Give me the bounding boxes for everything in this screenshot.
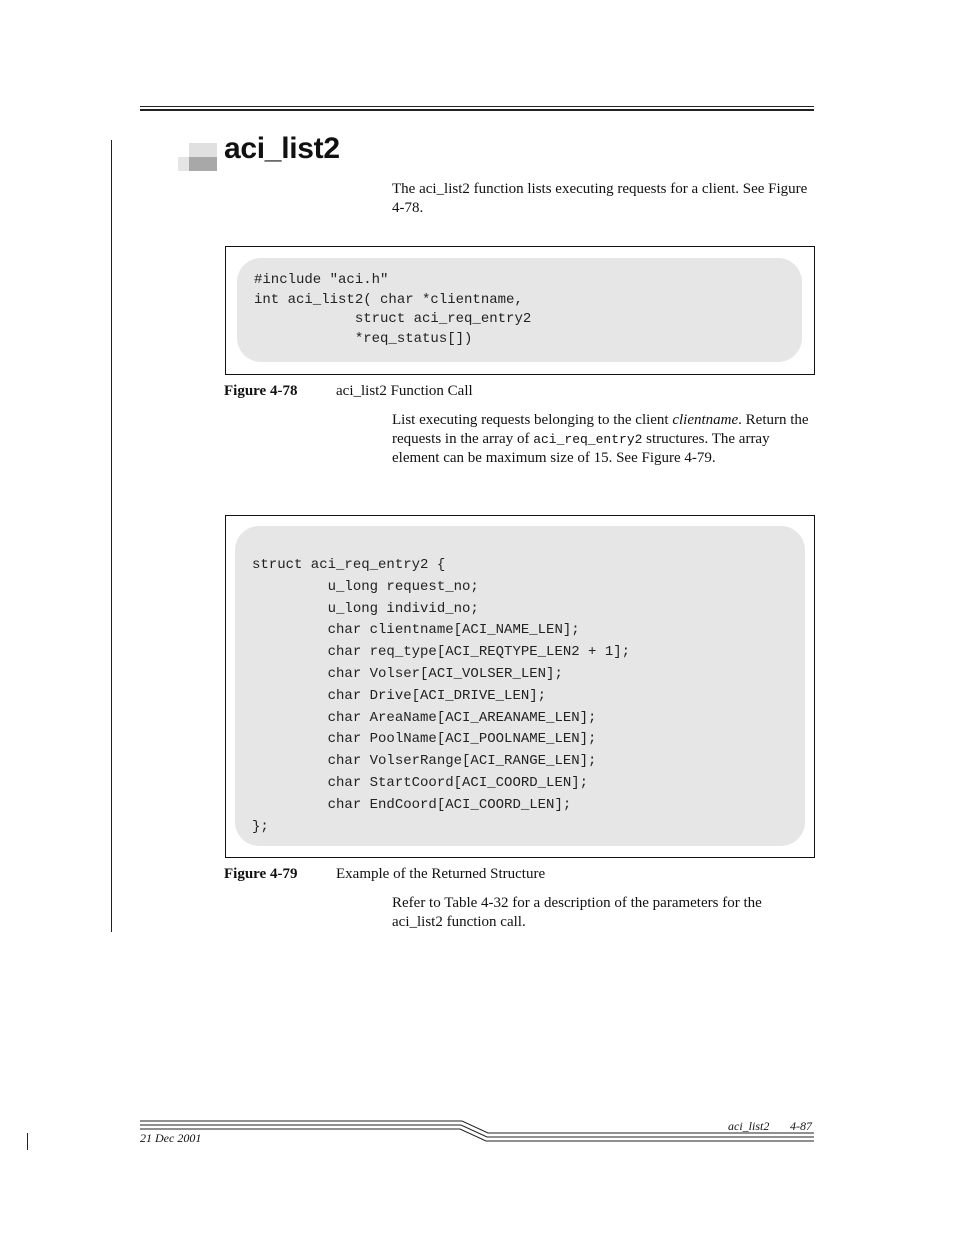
code-block-2: struct aci_req_entry2 { u_long request_no; u_long individ_no; char clientname[ACI_NAME_LEN]; char req_type[ACI_REQTYPE_LEN2 + 1]; char Volser[ACI_VOLSER_LEN]; char Drive[ACI_DRIVE_LEN]; char AreaName[ACI_AREANAME_LEN]; char PoolName[ACI_POOLNAME_LEN]; char VolserRange[ACI_RANGE_LEN]; char StartCoord[ACI_COORD_LEN]; char EndCoord[ACI_COORD_LEN]; }; (252, 557, 631, 835)
figure-2-title: Example of the Returned Structure (336, 866, 546, 882)
figure-1-title: aci_list2 Function Call (336, 383, 473, 399)
para2-before: List executing requests belonging to the client (392, 412, 673, 428)
code-figure-2 (225, 515, 815, 858)
footer-date: 21 Dec 2001 (140, 1131, 202, 1145)
top-rule-upper (140, 106, 814, 107)
heading-decoration (178, 143, 218, 171)
figure-1-label: Figure 4-78 (224, 383, 298, 399)
para2-italic: clientname (672, 412, 739, 428)
figure-2-label: Figure 4-79 (224, 866, 298, 882)
page-title: aci_list2 (224, 132, 340, 165)
code-block-1: #include "aci.h" int aci_list2( char *clientname, struct aci_req_entry2 *req_status[]) (254, 272, 532, 347)
change-bar (111, 140, 112, 932)
para2-middle: . Return the requests in the array of (392, 412, 809, 447)
footer-section-name: aci_list2 (728, 1119, 770, 1133)
reference-paragraph: Refer to Table 4-32 for a description of the parameters for the aci_list2 function call. (392, 895, 762, 930)
para2-code: aci_req_entry2 (533, 432, 643, 447)
footer-page-number: 4-87 (790, 1119, 812, 1133)
intro-paragraph: The aci_list2 function lists executing requests for a client. See Figure 4-78. (392, 181, 808, 216)
para2-after: structures. The array element can be maximum size of 15. See Figure 4-79. (392, 431, 770, 466)
top-rule-lower (140, 109, 814, 111)
description-paragraph (392, 411, 816, 468)
footer-change-bar (27, 1133, 28, 1150)
code-figure-1 (225, 246, 815, 375)
